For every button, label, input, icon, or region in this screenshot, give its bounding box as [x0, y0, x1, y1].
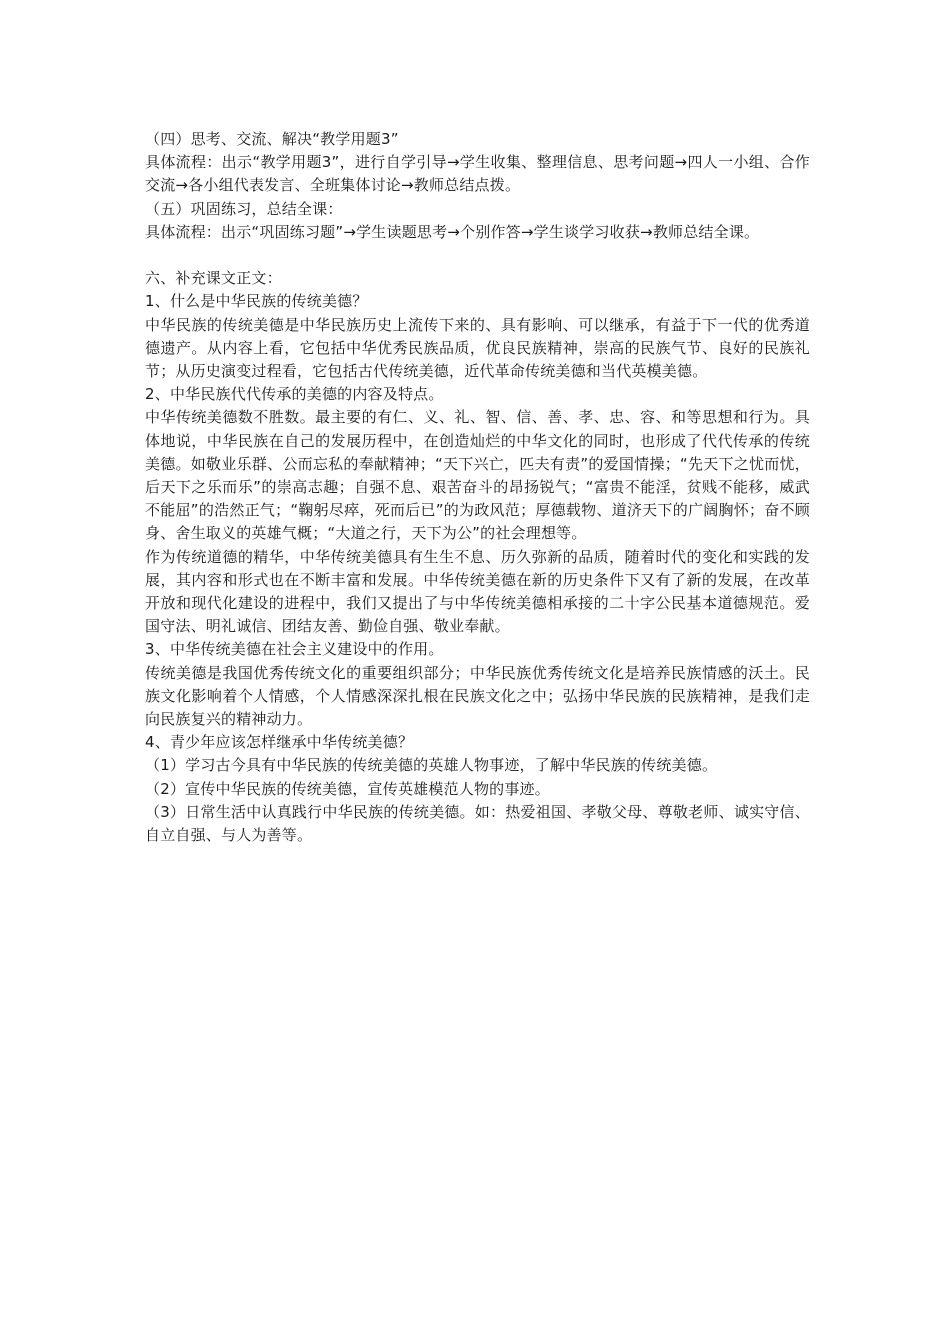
answer-2-paragraph-2: 作为传统道德的精华，中华传统美德具有生生不息、历久弥新的品质，随着时代的变化和实践的发展，其内容和形式也在不断丰富和发展。中华传统美德在新的历史条件下又有了新的发展，在改革开放和现代化建设的进程中，我们又提出了与中华传统美德相承接的二十字公民基本道德规范。爱国守法、明礼诚信、团结友善、勤俭自强、敬业奉献。 — [145, 547, 810, 636]
question-4: 4、青少年应该怎样继承中华传统美德？ — [145, 733, 414, 752]
step4-title: （四）思考、交流、解决“教学用题3” — [145, 130, 399, 148]
answer-2-paragraph-1: 中华传统美德数不胜数。最主要的有仁、义、礼、智、信、善、孝、忠、容、和等思想和行为。具体地说，中华民族在自己的发展历程中，在创造灿烂的中华文化的同时，也形成了代代传承的传统美德。如敬业乐群、公而忘私的奉献精神；“天下兴亡，匹夫有责”的爱国情操；“先天下之忧而忧，后天下之乐而乐”的崇高志趣；自强不息、艰苦奋斗的昂扬锐气；“富贵不能淫，贫贱不能移，威武不能屈”的浩然正气；“鞠躬尽瘁，死而后已”的为政风范；厚德载物、道济天下的广阔胸怀；奋不顾身、舍生取义的英雄气概；“大道之行，天下为公”的社会理想等。 — [145, 408, 810, 543]
step5-body: 具体流程：出示“巩固练习题”→学生读题思考→个别作答→学生谈学习收获→教师总结全课。 — [145, 222, 760, 241]
question-2: 2、中华民族代代传承的美德的内容及特点。 — [145, 385, 444, 404]
answer-4-item-2: （2）宣传中华民族的传统美德，宣传英雄模范人物的事迹。 — [145, 779, 550, 798]
step4-body: 具体流程：出示“教学用题3”，进行自学引导→学生收集、整理信息、思考问题→四人一小组、合作交流→各小组代表发言、全班集体讨论→教师总结点拨。 — [145, 153, 810, 195]
question-3: 3、中华传统美德在社会主义建设中的作用。 — [145, 640, 444, 659]
answer-4-item-1: （1）学习古今具有中华民族的传统美德的英雄人物事迹，了解中华民族的传统美德。 — [145, 756, 718, 775]
question-1: 1、什么是中华民族的传统美德？ — [145, 292, 368, 311]
answer-3: 传统美德是我国优秀传统文化的重要组织部分；中华民族优秀传统文化是培养民族情感的沃土。民族文化影响着个人情感，个人情感深深扎根在民族文化之中；弘扬中华民族的民族精神，是我们走向民族复兴的精神动力。 — [145, 663, 810, 729]
section-heading: 六、补充课文正文： — [145, 269, 282, 288]
answer-1: 中华民族的传统美德是中华民族历史上流传下来的、具有影响、可以继承，有益于下一代的优秀道德遗产。从内容上看，它包括中华优秀民族品质，优良民族精神，崇高的民族气节、良好的民族礼节；从历史演变过程看，它包括古代传统美德，近代革命传统美德和当代英模美德。 — [145, 315, 810, 381]
document-page — [145, 128, 810, 847]
blank-line — [145, 244, 810, 267]
step5-title: （五）巩固练习，总结全课： — [145, 199, 343, 218]
answer-4-item-3: （3）日常生活中认真践行中华民族的传统美德。如：热爱祖国、孝敬父母、尊敬老师、诚实守信、自立自强、与人为善等。 — [145, 802, 810, 845]
